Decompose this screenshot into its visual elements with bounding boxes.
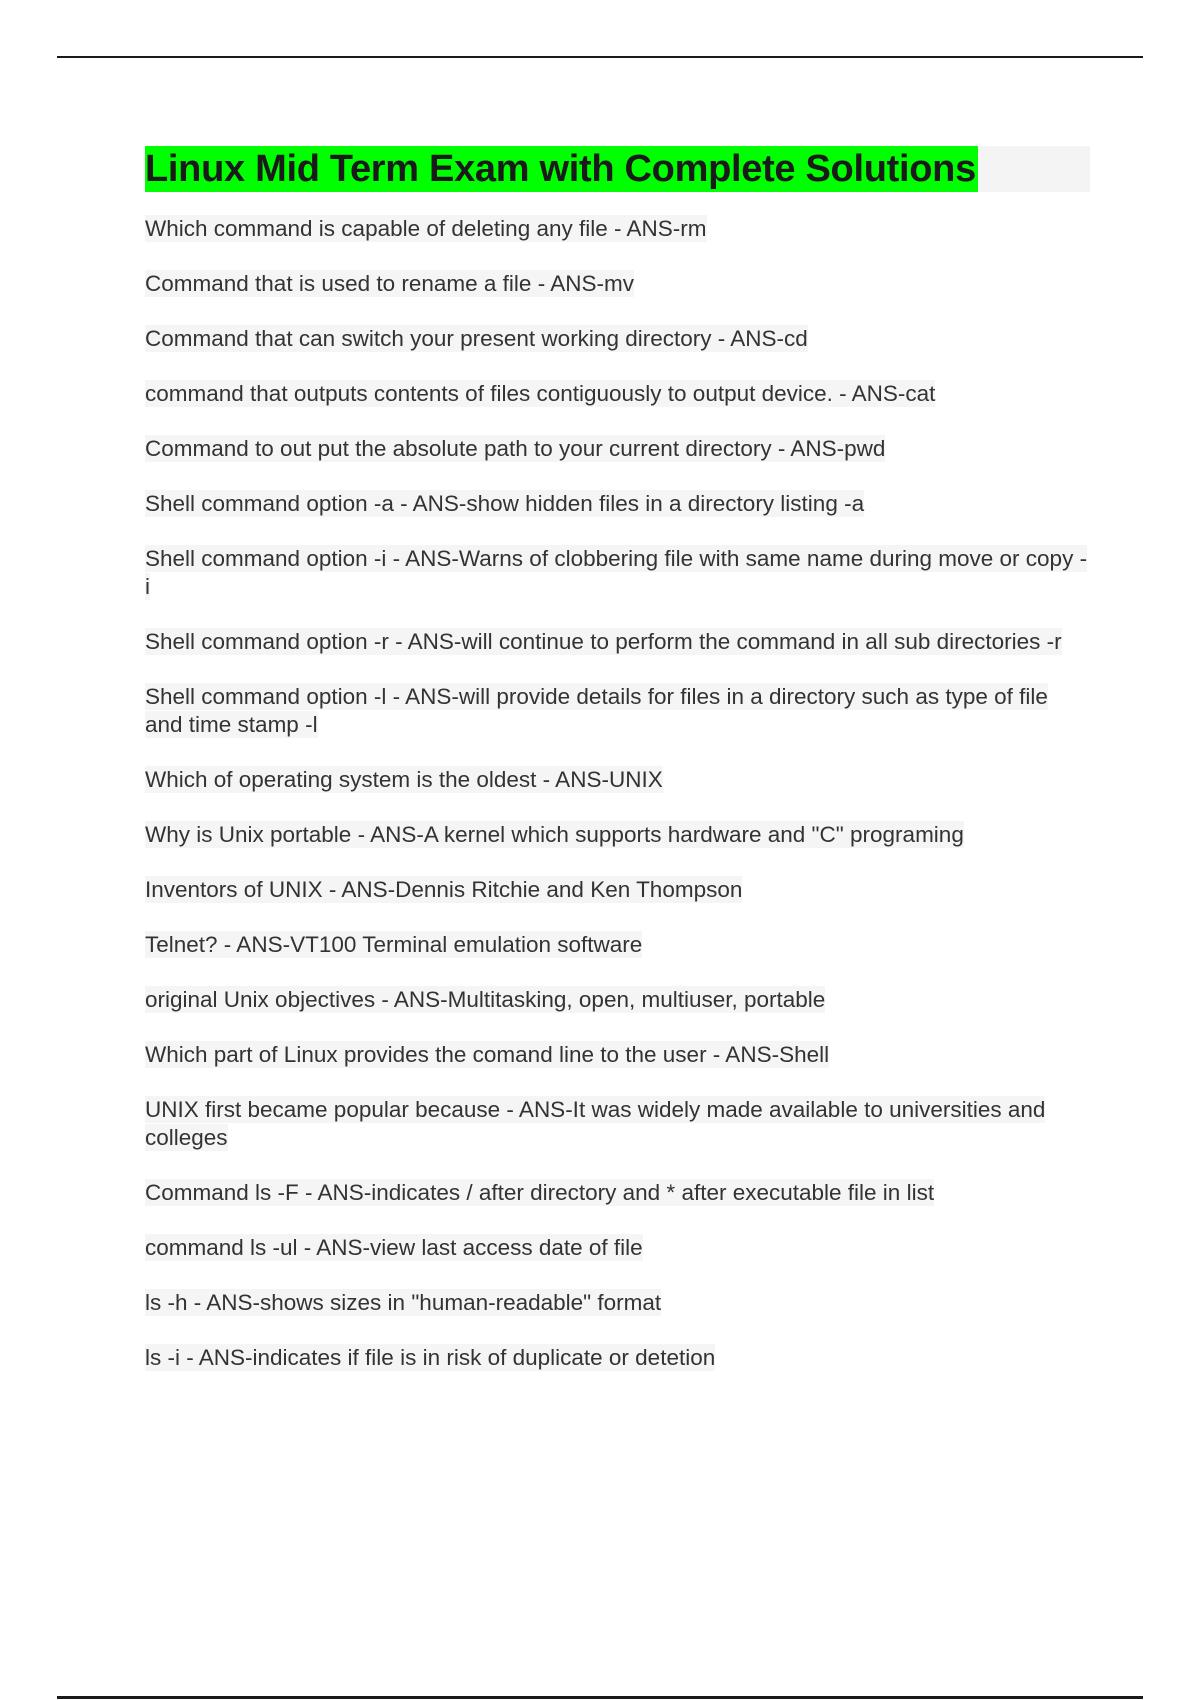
qa-item xyxy=(145,876,1090,904)
qa-text: Shell command option -i - ANS-Warns of clobbering file with same name during move or copy -i xyxy=(145,546,1088,599)
qa-item xyxy=(145,1234,1090,1262)
qa-item xyxy=(145,380,1090,408)
qa-text: Which part of Linux provides the comand line to the user - ANS-Shell xyxy=(145,1042,830,1067)
qa-item xyxy=(145,1344,1090,1372)
qa-text: Which command is capable of deleting any file - ANS-rm xyxy=(145,216,707,241)
header-rule xyxy=(57,56,1143,58)
qa-item xyxy=(145,766,1090,794)
qa-text: ls -h - ANS-shows sizes in "human-readable" format xyxy=(145,1290,662,1315)
qa-item xyxy=(145,1179,1090,1207)
qa-text: Command ls -F - ANS-indicates / after directory and * after executable file in list xyxy=(145,1180,935,1205)
qa-text: Shell command option -a - ANS-show hidden files in a directory listing -a xyxy=(145,491,865,516)
qa-text: ls -i - ANS-indicates if file is in risk of duplicate or detetion xyxy=(145,1345,716,1370)
qa-text: original Unix objectives - ANS-Multitasking, open, multiuser, portable xyxy=(145,987,826,1012)
qa-item xyxy=(145,683,1090,739)
qa-item xyxy=(145,270,1090,298)
qa-text: Shell command option -l - ANS-will provide details for files in a directory such as type of file and time stamp -l xyxy=(145,684,1048,737)
qa-item xyxy=(145,325,1090,353)
document-title: Linux Mid Term Exam with Complete Solutions xyxy=(145,148,976,190)
qa-text: Command that is used to rename a file - ANS-mv xyxy=(145,271,634,296)
qa-item xyxy=(145,986,1090,1014)
qa-item xyxy=(145,1096,1090,1152)
qa-item xyxy=(145,931,1090,959)
qa-text: command that outputs contents of files contiguously to output device. - ANS-cat xyxy=(145,381,936,406)
document-body xyxy=(145,146,1090,1399)
qa-item xyxy=(145,490,1090,518)
qa-text: Telnet? - ANS-VT100 Terminal emulation software xyxy=(145,932,643,957)
qa-text: Shell command option -r - ANS-will continue to perform the command in all sub directories -r xyxy=(145,629,1062,654)
qa-item xyxy=(145,628,1090,656)
qa-text: Command to out put the absolute path to your current directory - ANS-pwd xyxy=(145,436,886,461)
qa-text: UNIX first became popular because - ANS-It was widely made available to universities and colleges xyxy=(145,1097,1046,1150)
qa-item xyxy=(145,821,1090,849)
title-block xyxy=(145,146,1090,192)
qa-text: Command that can switch your present working directory - ANS-cd xyxy=(145,326,808,351)
qa-item xyxy=(145,435,1090,463)
qa-item xyxy=(145,545,1090,601)
qa-text: Inventors of UNIX - ANS-Dennis Ritchie and Ken Thompson xyxy=(145,877,743,902)
qa-list xyxy=(145,215,1090,1372)
footer-rule xyxy=(57,1696,1143,1699)
qa-text: command ls -ul - ANS-view last access date of file xyxy=(145,1235,643,1260)
qa-item xyxy=(145,1041,1090,1069)
qa-item xyxy=(145,215,1090,243)
qa-text: Why is Unix portable - ANS-A kernel which supports hardware and "C" programing xyxy=(145,822,964,847)
qa-item xyxy=(145,1289,1090,1317)
qa-text: Which of operating system is the oldest - ANS-UNIX xyxy=(145,767,663,792)
